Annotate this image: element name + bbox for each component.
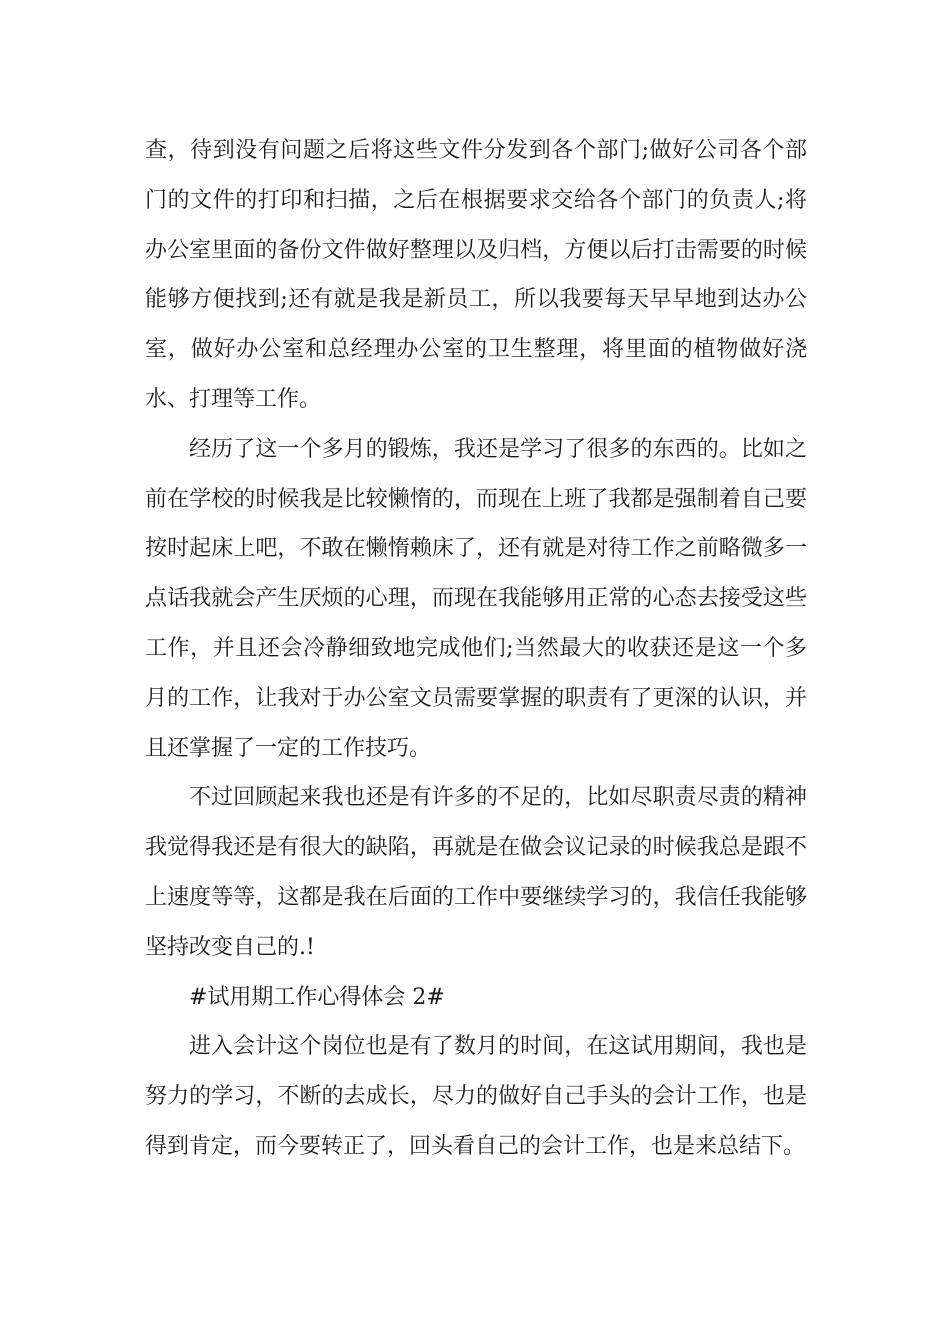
paragraph-shortcomings: 不过回顾起来我也还是有许多的不足的，比如尽职责尽责的精神我觉得我还是有很大的缺陷，再就是在做会议记录的时候我总是跟不上速度等等，这都是我在后面的工作中要继续学习的，我信任我能够坚持改变自己的.!	[145, 785, 807, 960]
paragraph-continuation: 查，待到没有问题之后将这些文件分发到各个部门;做好公司各个部门的文件的打印和扫描，之后在根据要求交给各个部门的负责人;将办公室里面的备份文件做好整理以及归档，方便以后打击需要的时候能够方便找到;还有就是我是新员工，所以我要每天早早地到达办公室，做好办公室和总经理办公室的卫生整理，将里面的植物做好浇水、打理等工作。	[145, 138, 807, 412]
paragraph-accounting: 进入会计这个岗位也是有了数月的时间，在这试用期间，我也是努力的学习，不断的去成长，尽力的做好自己手头的会计工作，也是得到肯定，而今要转正了，回头看自己的会计工作，也是来总结下。	[145, 1034, 807, 1159]
section-heading: #试用期工作心得体会 2#	[189, 984, 445, 1010]
document-body	[145, 126, 807, 1172]
paragraph-experience: 经历了这一个多月的锻炼，我还是学习了很多的东西的。比如之前在学校的时候我是比较懒惰的，而现在上班了我都是强制着自己要按时起床上吧，不敢在懒惰赖床了，还有就是对待工作之前略微多一点话我就会产生厌烦的心理，而现在我能够用正常的心态去接受这些工作，并且还会冷静细致地完成他们;当然最大的收获还是这一个多月的工作，让我对于办公室文员需要掌握的职责有了更深的认识，并且还掌握了一定的工作技巧。	[145, 436, 807, 761]
